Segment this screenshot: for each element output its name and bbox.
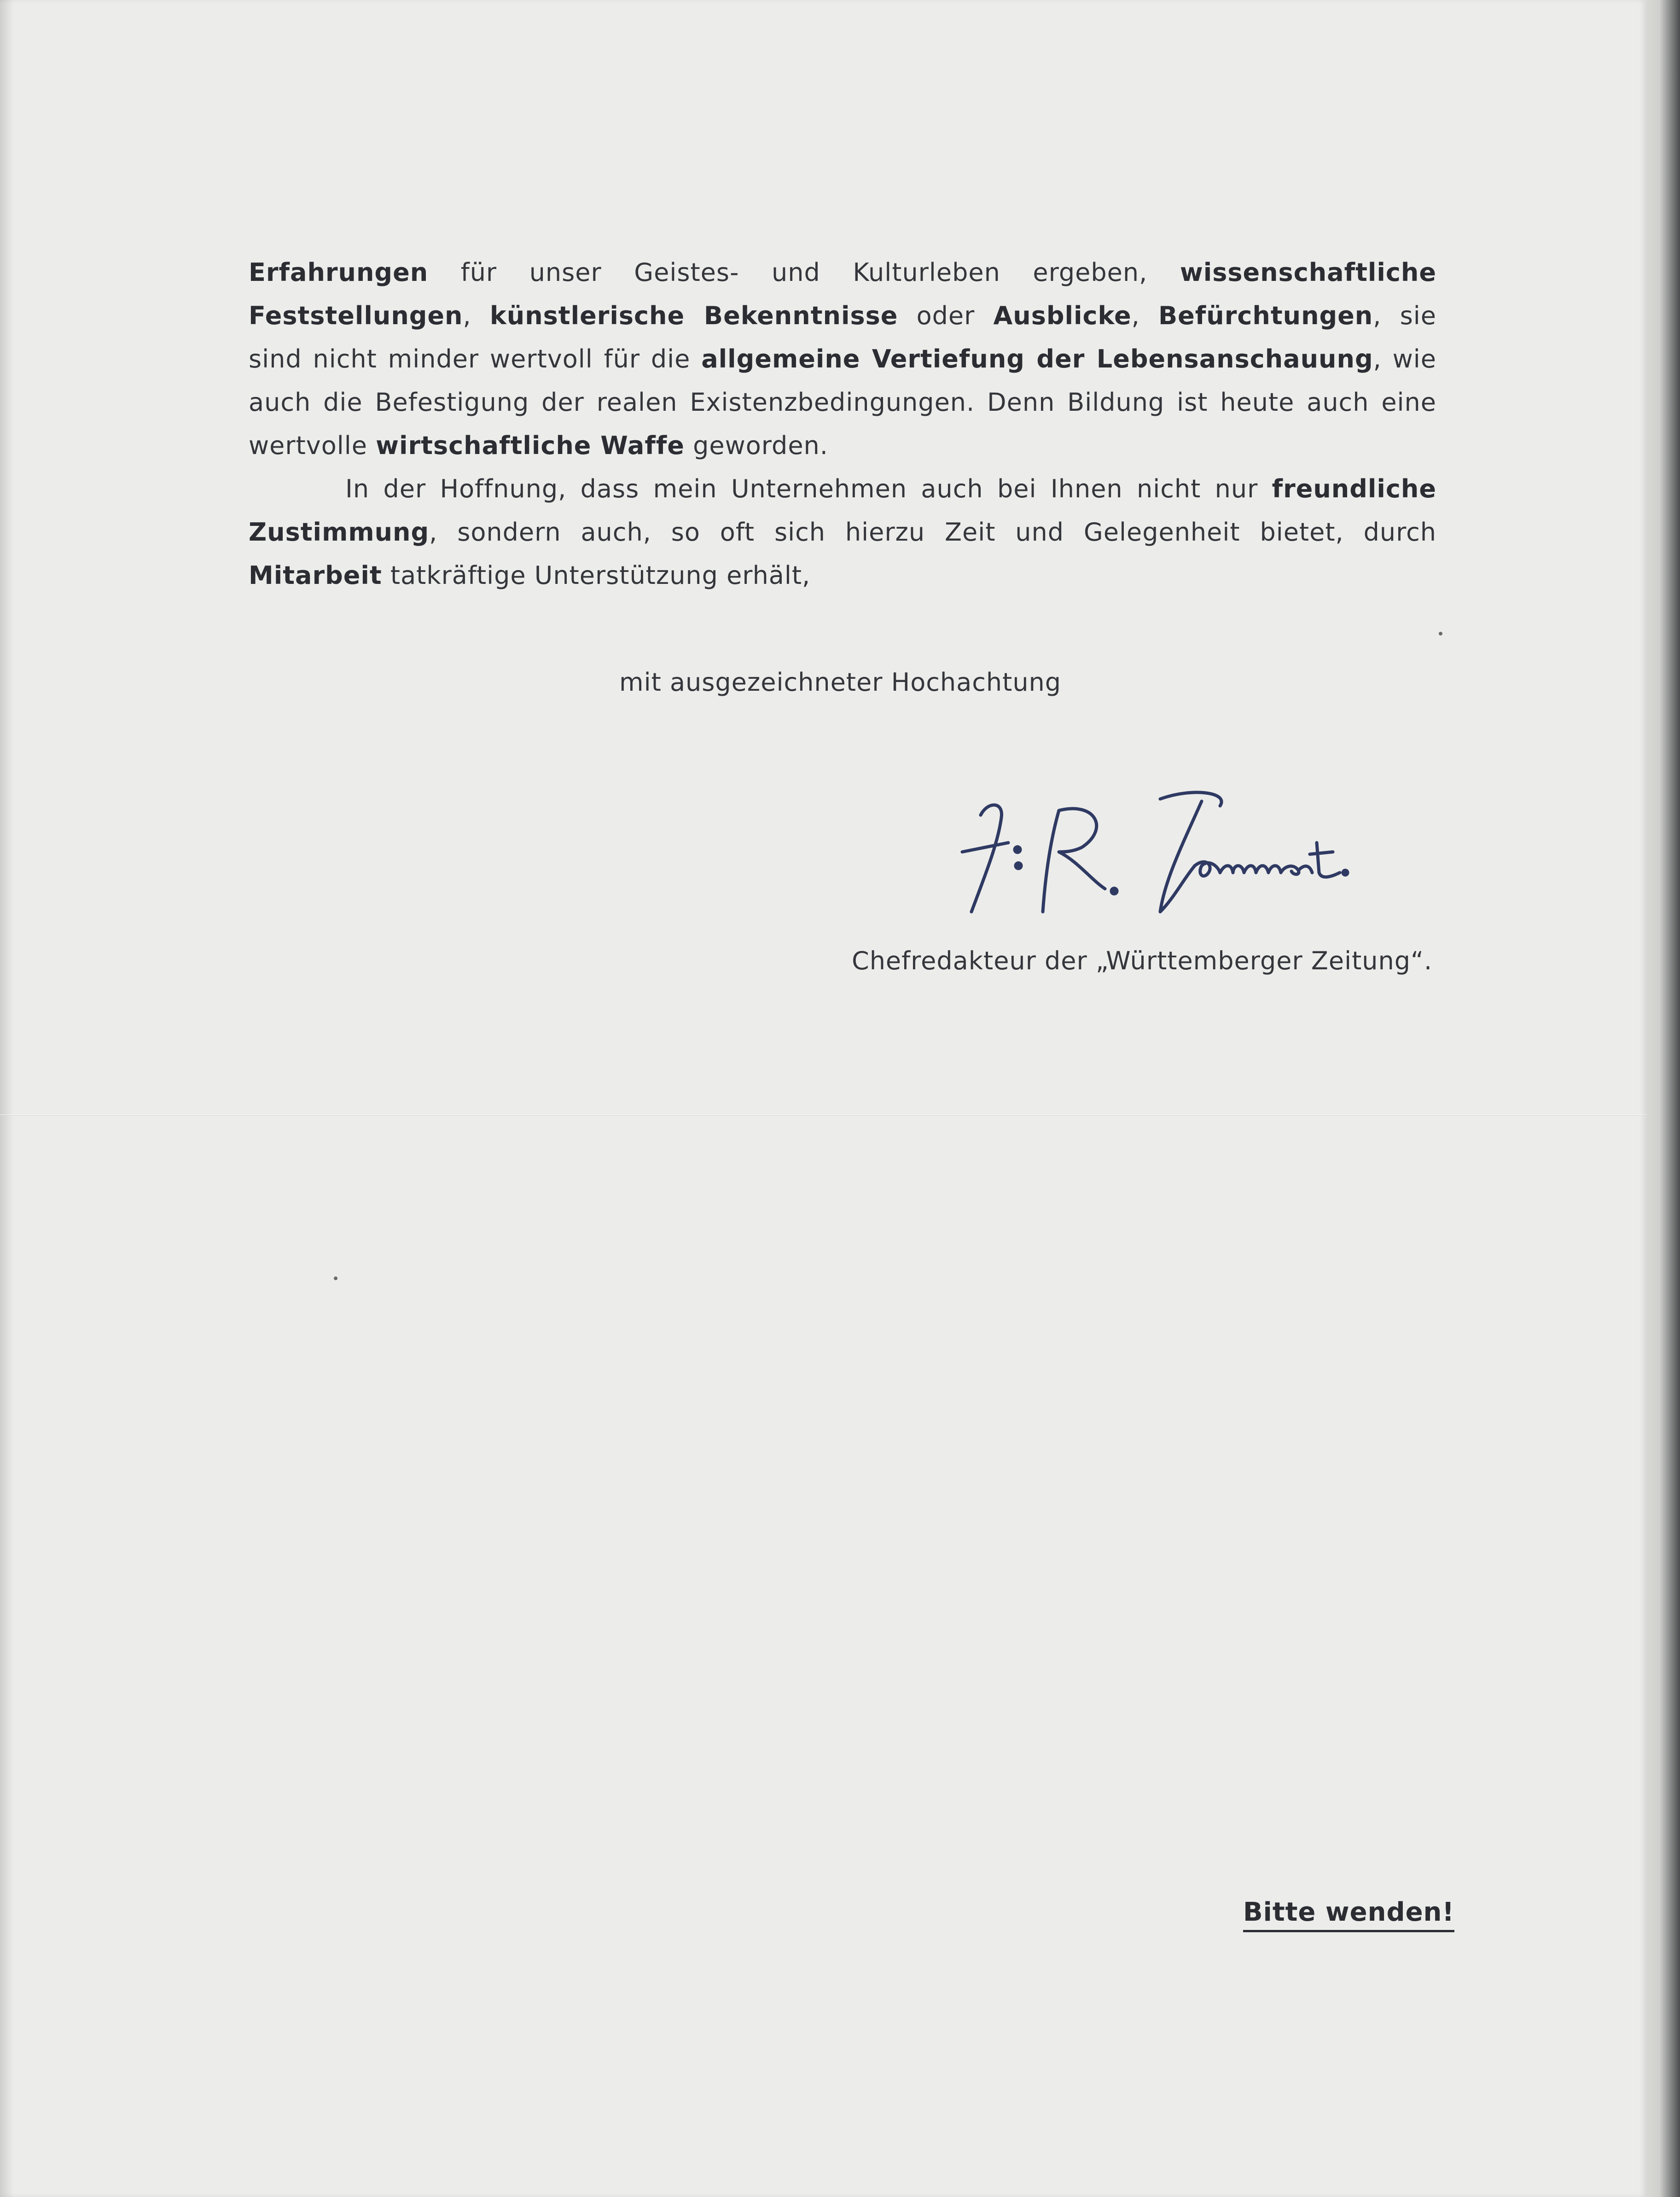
emphasized-phrase: wissenschaftliche Feststellungen xyxy=(249,258,1436,330)
letter-body xyxy=(249,251,1436,597)
text-run: , xyxy=(1131,301,1159,330)
paragraph-2 xyxy=(249,467,1436,597)
text-run: In der Hoffnung, dass mein Unternehmen auch bei Ihnen nicht nur xyxy=(345,474,1272,503)
signer-role: Chefredakteur der „Württemberger Zeitung“. xyxy=(852,946,1433,975)
scan-background-edge xyxy=(1646,0,1680,2197)
text-run: , xyxy=(463,301,490,330)
closing-line: mit ausgezeichneter Hochachtung xyxy=(619,668,1062,697)
emphasized-phrase: Befürchtungen xyxy=(1158,301,1373,330)
paper-speck xyxy=(1439,632,1442,635)
emphasized-phrase: künstlerische Bekenntnisse xyxy=(489,301,898,330)
text-run: geworden. xyxy=(684,431,828,460)
emphasized-phrase: Ausblicke xyxy=(993,301,1132,330)
emphasized-phrase: allgemeine Vertiefung der Lebensanschauung xyxy=(701,344,1373,373)
emphasized-phrase: wirtschaftliche Waffe xyxy=(376,431,685,460)
emphasized-phrase: freundliche Zustimmung xyxy=(249,474,1436,547)
emphasized-phrase: Erfahrungen xyxy=(249,258,429,287)
page-edge-shadow xyxy=(0,0,14,2197)
text-run: oder xyxy=(898,301,994,330)
text-run: , sondern auch, so oft sich hierzu Zeit und Gelegenheit bietet, durch xyxy=(429,518,1436,547)
emphasized-phrase: Mitarbeit xyxy=(249,561,382,590)
text-run: , wie auch die Befestigung der realen Existenzbedingungen. Denn Bildung ist heute auch eine wertvolle xyxy=(249,344,1436,460)
text-run: , sie sind nicht minder wertvoll für die xyxy=(249,301,1436,373)
paragraph-1 xyxy=(249,251,1436,467)
paper-fold-line xyxy=(0,1114,1646,1116)
handwritten-signature xyxy=(944,774,1358,926)
text-run: tatkräftige Unterstützung erhält, xyxy=(382,561,811,590)
turn-over-note: Bitte wenden! xyxy=(1243,1897,1454,1932)
paper-speck xyxy=(334,1276,337,1280)
text-run: für unser Geistes- und Kulturleben ergeben, xyxy=(428,258,1180,287)
